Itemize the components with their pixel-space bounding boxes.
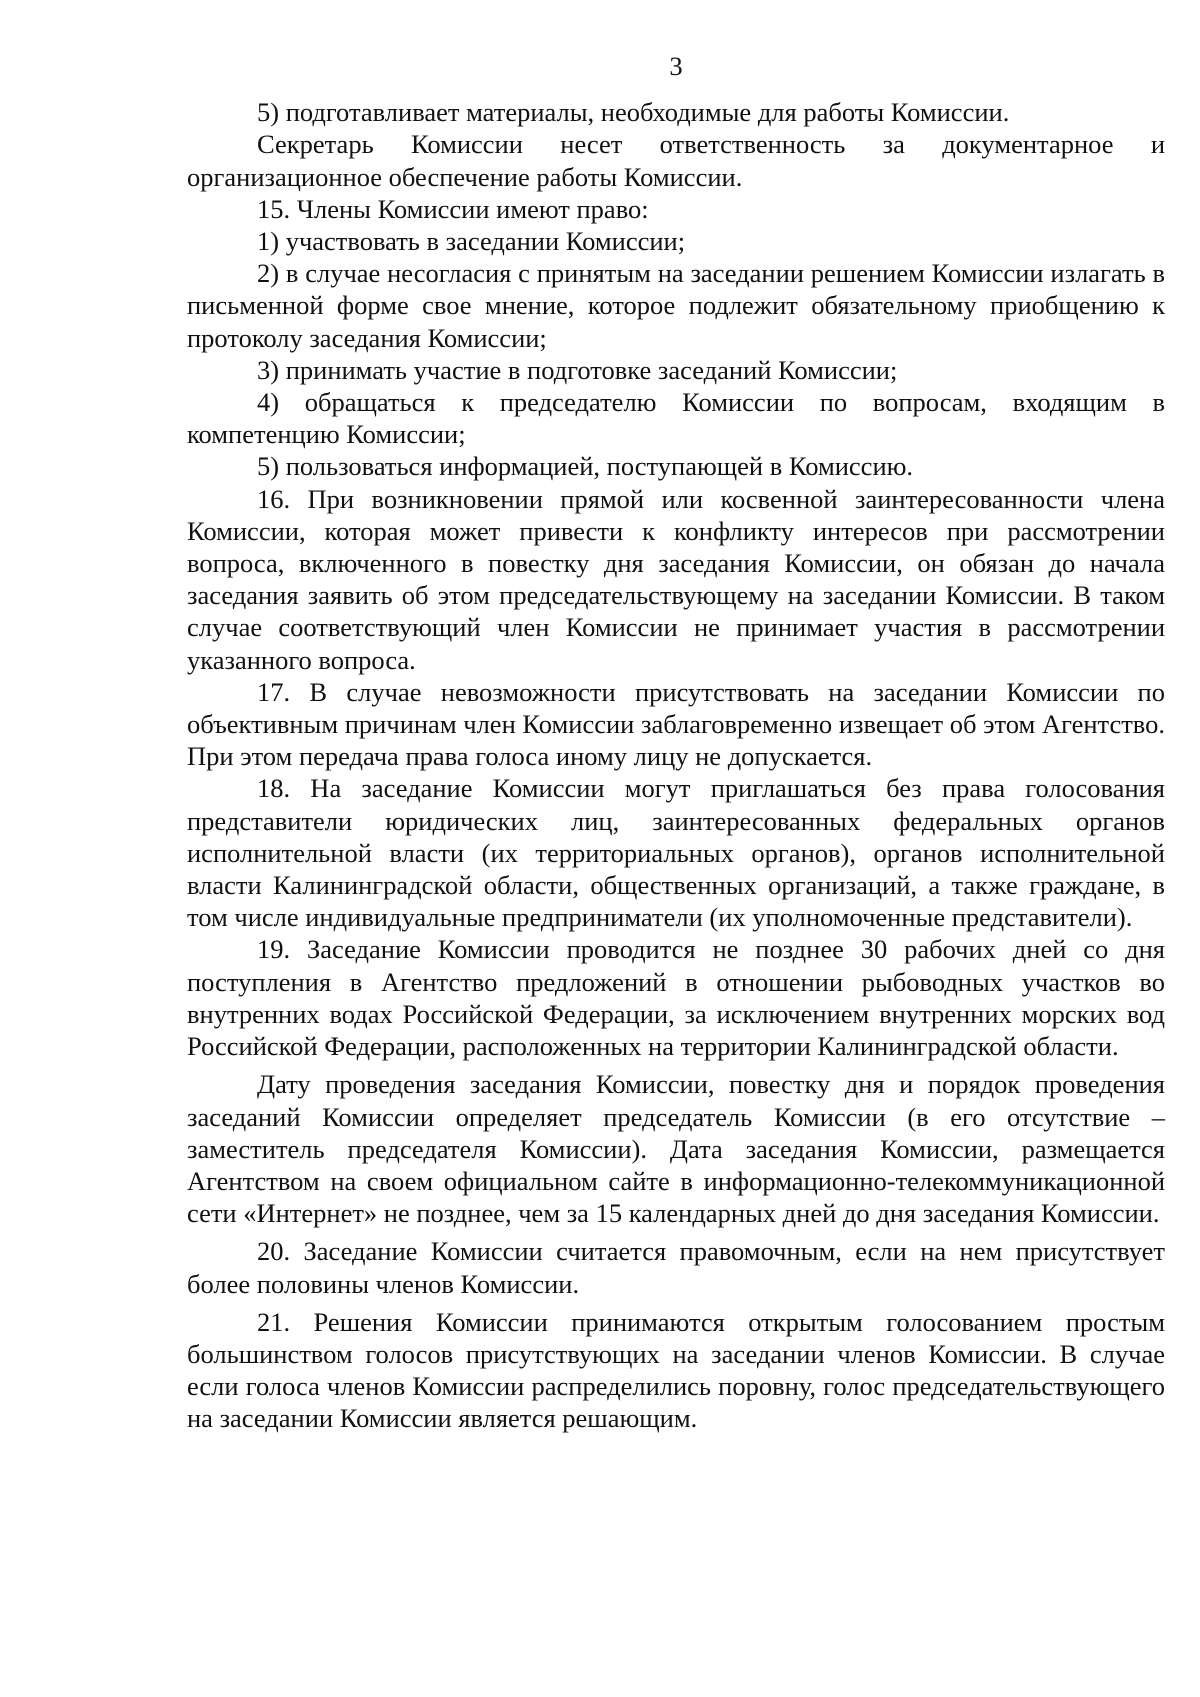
paragraph-secretary-responsibility: Секретарь Комиссии несет ответственность за документарное и организационное обеспечение работы Комиссии.: [187, 129, 1165, 192]
paragraph-right-2: 2) в случае несогласия с принятым на заседании решением Комиссии излагать в письменной форме свое мнение, которое подлежит обязательному приобщению к протоколу заседания Комиссии;: [187, 258, 1165, 353]
paragraph-right-1: 1) участвовать в заседании Комиссии;: [257, 226, 686, 257]
paragraph-right-3: 3) принимать участие в подготовке заседаний Комиссии;: [257, 354, 898, 385]
paragraph-19-meeting-deadline: 19. Заседание Комиссии проводится не позднее 30 рабочих дней со дня поступления в Агентство предложений в отношении рыбоводных участков во внутренних водах Российской Федерации, за исключением внутренних морских вод Российской Федерации, расположенных на территории Калининградской области.: [187, 934, 1165, 1062]
paragraph-right-4: 4) обращаться к председателю Комиссии по вопросам, входящим в компетенцию Комиссии;: [187, 387, 1165, 450]
paragraph-18-invitees: 18. На заседание Комиссии могут приглашаться без права голосования представители юридических лиц, заинтересованных федеральных органов исполнительной власти (их территориальных органов), органов исполнительной власти Калининградской области, общественных организаций, а также граждане, в том числе индивидуальные предприниматели (их уполномоченные представители).: [187, 773, 1165, 933]
paragraph-item-5-prepares-materials: 5) подготавливает материалы, необходимые для работы Комиссии.: [257, 97, 1010, 128]
paragraph-meeting-date-agenda: Дату проведения заседания Комиссии, повестку дня и порядок проведения заседаний Комиссии определяет председатель Комиссии (в его отсутствие – заместитель председателя Комиссии). Дата заседания Комиссии, размещается Агентством на своем официальном сайте в информационно-телекоммуникационной сети «Интернет» не позднее, чем за 15 календарных дней до дня заседания Комиссии.: [187, 1069, 1165, 1229]
paragraph-21-decisions: 21. Решения Комиссии принимаются открытым голосованием простым большинством голосов присутствующих на заседании членов Комиссии. В случае если голоса членов Комиссии распределились поровну, голос председательствующего на заседании Комиссии является решающим.: [187, 1306, 1165, 1434]
paragraph-15-members-rights: 15. Члены Комиссии имеют право:: [257, 193, 649, 224]
paragraph-17-absence: 17. В случае невозможности присутствовать на заседании Комиссии по объективным причинам член Комиссии заблаговременно извещает об этом Агентство. При этом передача права голоса иному лицу не допускается.: [187, 676, 1165, 772]
paragraph-right-5: 5) пользоваться информацией, поступающей в Комиссию.: [257, 451, 914, 482]
paragraph-20-quorum: 20. Заседание Комиссии считается правомочным, если на нем присутствует более половины членов Комиссии.: [187, 1236, 1165, 1299]
document-page: [187, 50, 1165, 1435]
paragraph-16-conflict-of-interest: 16. При возникновении прямой или косвенной заинтересованности члена Комиссии, которая может привести к конфликту интересов при рассмотрении вопроса, включенного в повестку дня заседания Комиссии, он обязан до начала заседания заявить об этом председательствующему на заседании Комиссии. В таком случае соответствующий член Комиссии не принимает участия в рассмотрении указанного вопроса.: [187, 483, 1165, 675]
page-number: 3: [669, 51, 683, 81]
